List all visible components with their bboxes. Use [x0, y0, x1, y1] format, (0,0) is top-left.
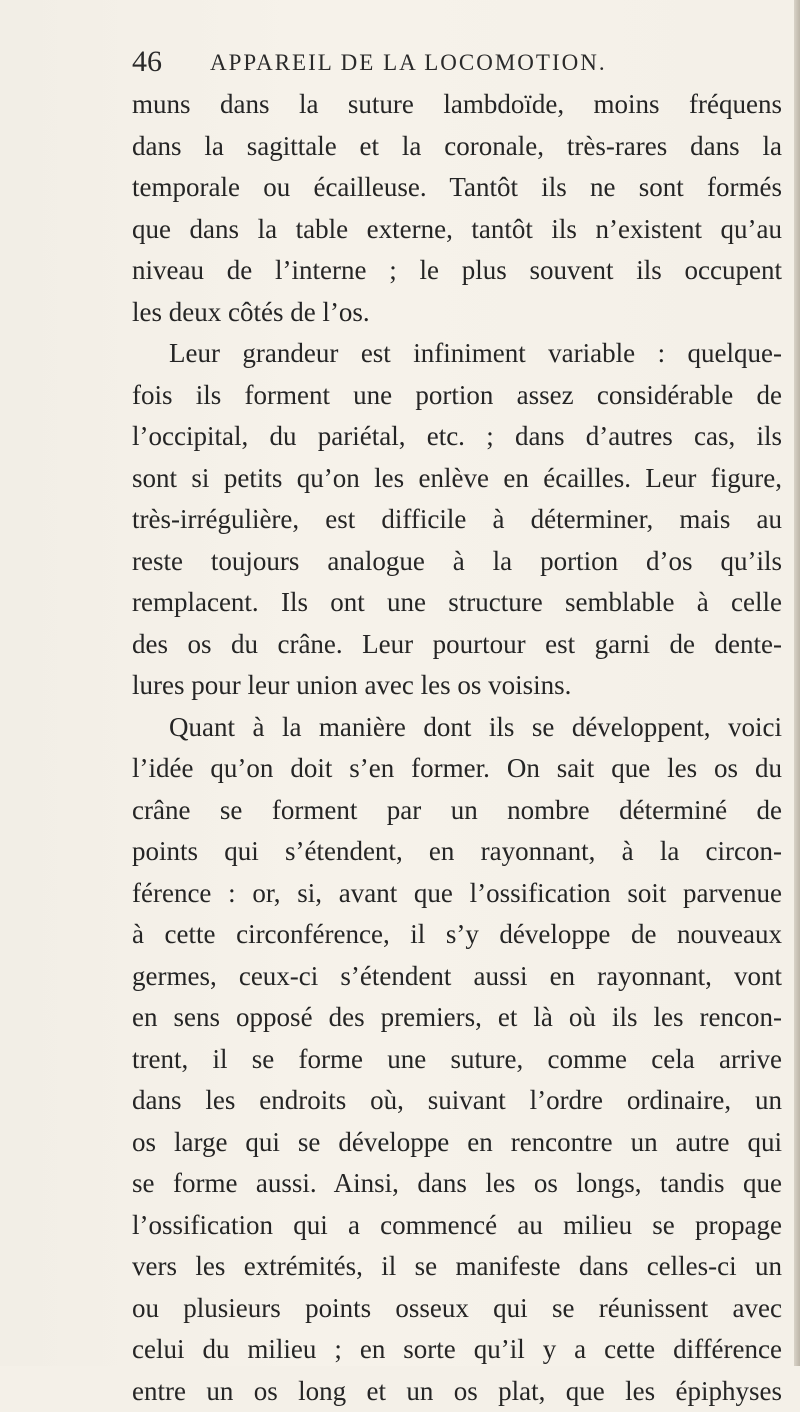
text-line: crâne se forment par un nombre déterminé de [132, 790, 782, 832]
text-line: ou plusieurs points osseux qui se réunissent avec [132, 1288, 782, 1330]
page-number: 46 [132, 44, 162, 80]
text-line: sont si petits qu’on les enlève en écailles. Leur figure, [132, 458, 782, 500]
text-line: l’occipital, du pariétal, etc. ; dans d’autres cas, ils [132, 416, 782, 458]
text-line: niveau de l’interne ; le plus souvent ils occupent [132, 250, 782, 292]
text-line: des os du crâne. Leur pourtour est garni de dente- [132, 624, 782, 666]
paragraph-first-line: Leur grandeur est infiniment variable : quelque- [132, 333, 782, 375]
text-line: dans les endroits où, suivant l’ordre ordinaire, un [132, 1080, 782, 1122]
text-line: celui du milieu ; en sorte qu’il y a cette différence [132, 1329, 782, 1371]
text-line: temporale ou écailleuse. Tantôt ils ne sont formés [132, 167, 782, 209]
text-line: très-irrégulière, est difficile à déterminer, mais au [132, 499, 782, 541]
text-line: l’ossification qui a commencé au milieu se propage [132, 1205, 782, 1247]
text-line: muns dans la suture lambdoïde, moins fréquens [132, 84, 782, 126]
text-line: vers les extrémités, il se manifeste dans celles-ci un [132, 1246, 782, 1288]
page-header [132, 44, 772, 84]
page-edge [794, 0, 800, 1366]
text-line: fois ils forment une portion assez considérable de [132, 375, 782, 417]
running-head: APPAREIL DE LA LOCOMOTION. [210, 48, 607, 78]
text-line: entre un os long et un os plat, que les épiphyses [132, 1371, 782, 1412]
text-line: germes, ceux-ci s’étendent aussi en rayonnant, vont [132, 956, 782, 998]
text-line: que dans la table externe, tantôt ils n’existent qu’au [132, 209, 782, 251]
text-line: se forme aussi. Ainsi, dans les os longs, tandis que [132, 1163, 782, 1205]
text-line: l’idée qu’on doit s’en former. On sait que les os du [132, 748, 782, 790]
paragraph-first-line: Quant à la manière dont ils se développent, voici [132, 707, 782, 749]
text-line: os large qui se développe en rencontre un autre qui [132, 1122, 782, 1164]
text-line: dans la sagittale et la coronale, très-rares dans la [132, 126, 782, 168]
text-line: remplacent. Ils ont une structure semblable à celle [132, 582, 782, 624]
text-line: reste toujours analogue à la portion d’os qu’ils [132, 541, 782, 583]
text-line: à cette circonférence, il s’y développe de nouveaux [132, 914, 782, 956]
text-line: en sens opposé des premiers, et là où ils les rencon- [132, 997, 782, 1039]
text-line: points qui s’étendent, en rayonnant, à la circon- [132, 831, 782, 873]
text-line: les deux côtés de l’os. [132, 292, 782, 334]
text-line: trent, il se forme une suture, comme cela arrive [132, 1039, 782, 1081]
text-line: lures pour leur union avec les os voisins. [132, 665, 782, 707]
body-text [132, 84, 782, 1412]
text-line: férence : or, si, avant que l’ossification soit parvenue [132, 873, 782, 915]
